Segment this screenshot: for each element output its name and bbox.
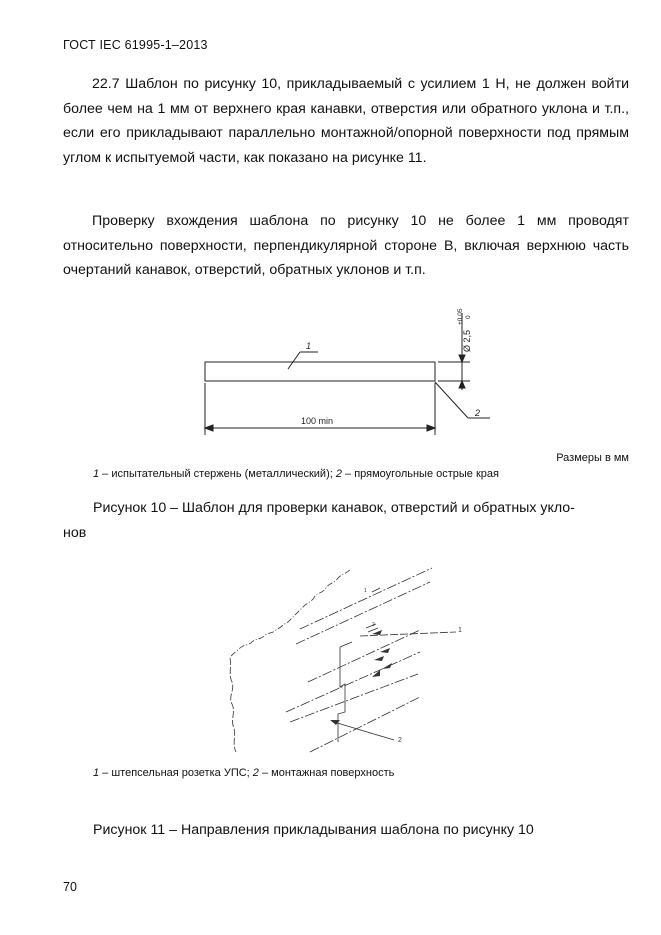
page-number: 70 bbox=[63, 880, 77, 894]
fig10-label-2: 2 bbox=[475, 408, 481, 418]
direction-line-1 bbox=[300, 568, 432, 629]
fig11-label-1: 1 bbox=[458, 627, 462, 634]
fig10-tolerance-lower: 0 bbox=[465, 315, 472, 319]
figure-10-drawing bbox=[0, 295, 661, 445]
figure-10-caption-line1: Рисунок 10 – Шаблон для проверки канавок, отверстий и обратных укло- bbox=[93, 500, 575, 516]
figure-11-drawing bbox=[0, 562, 661, 772]
fig11-small-label-a: 1 bbox=[364, 588, 367, 594]
fig10-dimension-diameter: Ø 2,5 bbox=[462, 329, 472, 352]
direction-line-3 bbox=[308, 630, 420, 682]
paragraph-check bbox=[63, 209, 629, 283]
fig10-label-1: 1 bbox=[306, 341, 312, 351]
paragraph-22-7 bbox=[63, 72, 629, 171]
direction-line-7 bbox=[310, 697, 420, 752]
figure-11-caption: Рисунок 11 – Направления прикладывания шаблона по рисунку 10 bbox=[93, 822, 534, 838]
legend-11-text-2: – монтажная поверхность bbox=[258, 767, 395, 779]
legend-11-num-1: 1 bbox=[93, 767, 100, 779]
legend-11-text-1: – штепсельная розетка УПС; bbox=[99, 767, 253, 779]
legend-10-num-2: 2 bbox=[335, 468, 342, 480]
fig11-label-2: 2 bbox=[398, 737, 402, 744]
figure-10-caption bbox=[63, 496, 630, 545]
mounting-surface-left-edge bbox=[230, 658, 236, 752]
legend-10-num-1: 1 bbox=[93, 468, 100, 480]
socket-outline bbox=[338, 647, 345, 742]
legend-11-num-2: 2 bbox=[252, 767, 259, 779]
paragraph-22-7-text: 22.7 Шаблон по рисунку 10, прикладываемый с усилием 1 Н, не должен войти более чем на 1 мм от верхнего края канавки, отверстия или обратного уклона и т.п., если его прикладывают параллельно монтажной/опорной поверхности под прямым углом к испытуемой части, как показано на рисунке 11. bbox=[63, 76, 629, 167]
fig10-tolerance-upper: +0,05 bbox=[457, 308, 464, 325]
paragraph-check-text: Проверку вхождения шаблона по рисунку 10 не более 1 мм проводят относительно поверхности, перпендикулярной стороне B, включая верхнюю часть очертаний канавок, отверстий, обратных уклонов и т.п. bbox=[63, 213, 629, 279]
fig10-dimension-length: 100 min bbox=[301, 416, 334, 426]
fig11-small-label-b: 2 bbox=[372, 622, 375, 628]
legend-10-text-1: – испытательный стержень (металлический); bbox=[99, 468, 336, 480]
legend-10-text-2: – прямоугольные острые края bbox=[341, 468, 499, 480]
figure-11-legend bbox=[93, 767, 394, 779]
units-note: Размеры в мм bbox=[556, 452, 629, 464]
document-header: ГОСТ IEC 61995-1–2013 bbox=[63, 38, 208, 52]
figure-10-caption-line2: нов bbox=[63, 524, 87, 541]
test-rod bbox=[205, 362, 435, 381]
figure-10-legend bbox=[93, 468, 499, 480]
